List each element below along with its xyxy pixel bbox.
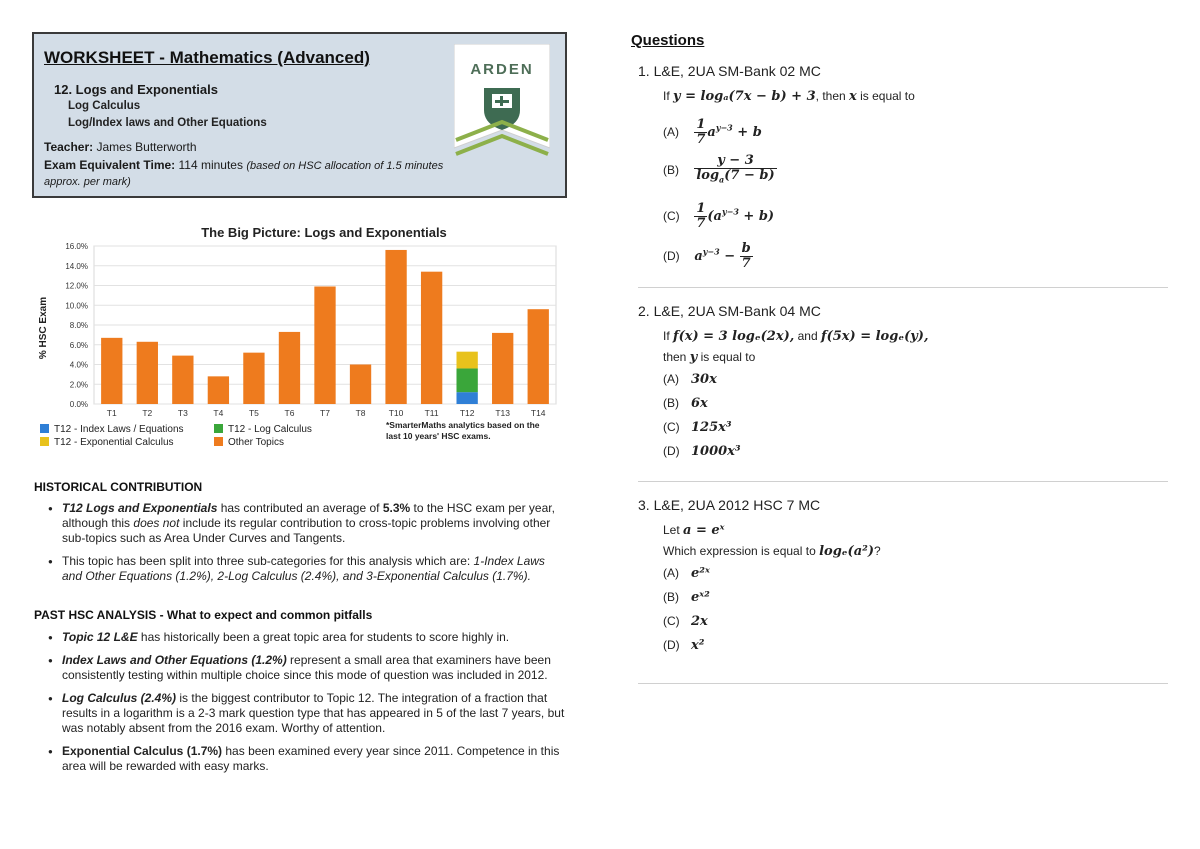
y-tick-label: 0.0% — [69, 400, 88, 409]
option-b[interactable]: (B) 6x — [663, 396, 708, 411]
list-item — [48, 744, 568, 774]
chart-canvas — [34, 222, 568, 484]
question-3 — [638, 497, 1168, 657]
bullet-emphasis: Exponential Calculus (1.7%) — [62, 744, 223, 758]
bullet-emphasis: Topic 12 L&E — [62, 630, 138, 644]
question-1 — [638, 63, 1168, 272]
option-c[interactable]: (C) $\frac{1}{7}$ $(a^{y-3} + b)$ — [663, 201, 775, 232]
x-tick-label: T4 — [213, 408, 224, 418]
chart-legend — [40, 424, 312, 448]
teacher-label: Teacher: — [44, 140, 94, 154]
y-tick-label: 14.0% — [65, 261, 88, 271]
x-tick-label: T13 — [495, 408, 511, 418]
option-math: $\frac{1}{7}$ $(a^{y-3} + b)$ — [696, 201, 775, 232]
bar — [101, 338, 122, 404]
legend-label: T12 - Index Laws / Equations — [54, 424, 184, 435]
bullet-emphasis: T12 Logs and Exponentials — [62, 501, 218, 515]
stem-math: y = logₐ(7x − b) + 3 — [673, 89, 816, 104]
y-tick-label: 12.0% — [65, 281, 88, 291]
option-math: $\frac{1}{7}$ $a^{y-3} + b$ — [696, 117, 762, 148]
option-c[interactable]: (C) 2x — [663, 614, 708, 629]
list-item — [48, 691, 568, 736]
option-b[interactable]: (B) $\frac{y - 3}{\log_a(7 - b)}$ — [663, 153, 775, 185]
analysis-heading: PAST HSC ANALYSIS - What to expect and common pitfalls — [34, 608, 373, 622]
list-item — [48, 554, 568, 584]
option-math: $\frac{y - 3}{\log_a(7 - b)}$ — [696, 153, 775, 185]
analysis-list — [48, 630, 568, 782]
question-title: 3. L&E, 2UA 2012 HSC 7 MC — [638, 497, 821, 513]
arden-logo-icon — [454, 44, 550, 162]
historical-heading: HISTORICAL CONTRIBUTION — [34, 480, 203, 494]
y-tick-label: 4.0% — [69, 360, 88, 370]
bar — [350, 365, 371, 405]
bar — [385, 250, 406, 404]
bullet-text: represent a small area that examiners have been consistently testing within multiple choice since this mode of question was included in 2012. — [62, 653, 551, 682]
teacher-name: James Butterworth — [96, 140, 197, 154]
chart-note: *SmarterMaths analytics based on the — [386, 420, 540, 430]
legend-label: T12 - Log Calculus — [228, 424, 312, 435]
worksheet-title: WORKSHEET - Mathematics (Advanced) — [44, 48, 370, 67]
x-tick-label: T3 — [177, 408, 188, 418]
legend-swatch — [214, 437, 223, 446]
bullet-text: has been examined every year since 2011. Competence in this area will be rewarded with easy marks. — [62, 744, 560, 773]
bullet-text: has contributed an average of — [217, 501, 383, 515]
y-axis-label: % HSC Exam — [38, 296, 49, 360]
legend-swatch — [40, 437, 49, 446]
question-divider — [638, 287, 1168, 288]
list-item — [48, 653, 568, 683]
x-tick-label: T7 — [320, 408, 330, 418]
x-tick-label: T10 — [388, 408, 404, 418]
exam-time-note: (based on HSC allocation of 1.5 minutes approx. per mark) — [44, 160, 444, 188]
option-a[interactable]: (A) 30x — [663, 372, 717, 387]
bullet-italic: does not — [133, 516, 180, 530]
subtopic-index-laws: Log/Index laws and Other Equations — [68, 117, 267, 129]
x-tick-label: T14 — [530, 408, 546, 418]
chart-title: The Big Picture: Logs and Exponentials — [201, 225, 447, 240]
legend-label: T12 - Exponential Calculus — [54, 437, 174, 448]
option-c[interactable]: (C) 125x³ — [663, 420, 732, 435]
bar — [243, 353, 264, 404]
question-stem: If f(x) = 3 logₑ(2x), and f(5x) = logₑ(y), — [663, 329, 929, 344]
legend-swatch — [40, 424, 49, 433]
y-tick-label: 6.0% — [69, 340, 88, 350]
exam-time-line — [44, 158, 444, 190]
bar — [421, 272, 442, 404]
bullet-text: has historically been a great topic area for students to score highly in. — [137, 630, 510, 644]
y-tick-label: 2.0% — [69, 380, 88, 390]
teacher-line — [44, 140, 197, 154]
x-tick-labels — [107, 408, 546, 418]
bullet-text: to the HSC exam per year, although this — [62, 501, 555, 530]
exam-time-label: Exam Equivalent Time: — [44, 158, 176, 172]
option-d[interactable]: (D) $a^{y-3}$ − $\frac{b}{7}$ — [663, 241, 751, 272]
x-tick-label: T1 — [106, 408, 117, 418]
option-d[interactable]: (D) x² — [663, 638, 705, 653]
topic-title: 12. Logs and Exponentials — [54, 82, 218, 97]
bullet-italic: 1-Index Laws and Other Equations (1.2%), 2-Log Calculus (2.4%), and 3-Exponential Calculus (1.7%). — [62, 554, 545, 583]
worksheet-header — [32, 32, 567, 198]
question-stem-line2: then y is equal to — [663, 350, 756, 365]
question-title: 2. L&E, 2UA SM-Bank 04 MC — [638, 303, 821, 319]
bar — [314, 286, 335, 404]
chart-note-line2: last 10 years' HSC exams. — [386, 431, 491, 441]
x-tick-label: T6 — [284, 408, 295, 418]
list-item — [48, 501, 568, 546]
bar-segment — [456, 352, 477, 369]
option-b[interactable]: (B) eˣ² — [663, 590, 710, 605]
big-picture-chart — [34, 222, 568, 484]
bar — [492, 333, 513, 404]
question-divider — [638, 683, 1168, 684]
questions-heading: Questions — [631, 32, 705, 49]
historical-list — [48, 501, 568, 592]
bar-segment — [456, 368, 477, 392]
option-a[interactable]: (A) e²ˣ — [663, 566, 710, 581]
logo-text: ARDEN — [470, 61, 534, 78]
option-math: $a^{y-3}$ − $\frac{b}{7}$ — [694, 241, 751, 272]
bar — [279, 332, 300, 404]
x-tick-label: T12 — [459, 408, 475, 418]
list-item — [48, 630, 568, 645]
question-divider — [638, 481, 1168, 482]
x-tick-label: T11 — [424, 408, 439, 418]
bullet-percent: 5.3% — [382, 501, 411, 515]
bar — [137, 342, 158, 404]
option-d[interactable]: (D) 1000x³ — [663, 444, 741, 459]
y-tick-label: 10.0% — [65, 301, 88, 311]
bullet-text: This topic has been split into three sub-categories for this analysis which are: — [62, 554, 474, 568]
bar — [172, 356, 193, 404]
bullet-text: include its regular contribution to cross-topic problems involving other sub-topics such as Area Under Curves and Tangents. — [62, 516, 551, 545]
subtopic-log-calculus: Log Calculus — [68, 100, 141, 112]
bullet-emphasis: Index Laws and Other Equations (1.2%) — [62, 653, 287, 667]
bar — [208, 376, 229, 404]
x-tick-label: T2 — [142, 408, 153, 418]
question-title: 1. L&E, 2UA SM-Bank 02 MC — [638, 63, 821, 79]
question-2 — [638, 303, 1168, 463]
y-tick-label: 8.0% — [69, 321, 88, 330]
y-tick-label: 16.0% — [65, 242, 88, 251]
bullet-text: is the biggest contributor to Topic 12. The integration of a fraction that results in a logarithm is a 2-3 mark question type that has appeared in 5 of the last 7 years, but was notably absent from the 2016 exam. Worthy of attention. — [62, 691, 565, 735]
question-stem: Let a = eˣ — [663, 523, 725, 538]
question-stem: If y = logₐ(7x − b) + 3, then x is equal to — [663, 89, 915, 104]
option-a[interactable]: (A) $\frac{1}{7}$ $a^{y-3} + b$ — [663, 117, 762, 148]
legend-label: Other Topics — [228, 437, 284, 448]
exam-time-value: 114 minutes — [178, 158, 243, 172]
legend-swatch — [214, 424, 223, 433]
bar-segment — [456, 392, 477, 404]
question-stem-line2: Which expression is equal to logₑ(a²)? — [663, 544, 881, 559]
y-tick-labels — [65, 242, 88, 409]
x-tick-label: T8 — [355, 408, 366, 418]
bar — [528, 309, 549, 404]
bullet-emphasis: Log Calculus (2.4%) — [62, 691, 177, 705]
x-tick-label: T5 — [248, 408, 259, 418]
